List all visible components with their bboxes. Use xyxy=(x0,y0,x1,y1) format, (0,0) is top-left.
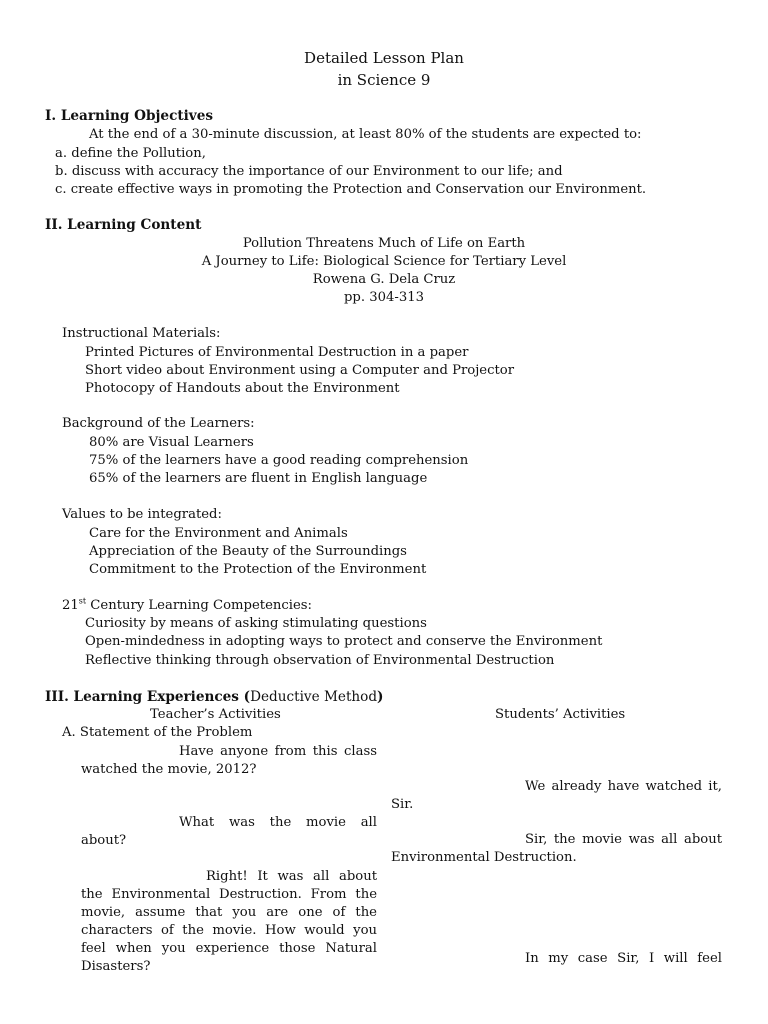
student-activity: In my case Sir, I will feel xyxy=(525,951,722,966)
objectives-heading: I. Learning Objectives xyxy=(45,108,214,124)
materials-label: Instructional Materials: xyxy=(62,326,221,341)
values-item: Commitment to the Protection of the Environment xyxy=(89,562,427,577)
values-item: Appreciation of the Beauty of the Surroundings xyxy=(89,544,407,559)
reference-line: pp. 304-313 xyxy=(343,290,425,305)
background-item: 80% are Visual Learners xyxy=(89,435,254,450)
student-activity: We already have watched it, Sir. xyxy=(391,779,722,813)
document-title: Detailed Lesson Plan xyxy=(304,49,464,67)
competencies-item: Curiosity by means of asking stimulating questions xyxy=(85,616,427,631)
students-activities-header: Students’ Activities xyxy=(495,707,626,722)
experiences-heading: III. Learning Experiences (Deductive Method) xyxy=(45,689,384,705)
values-label: Values to be integrated: xyxy=(62,507,222,522)
competencies-item: Reflective thinking through observation of Environmental Destruction xyxy=(85,653,555,668)
teacher-activity: What was the movie all about? xyxy=(81,815,377,849)
values-item: Care for the Environment and Animals xyxy=(89,526,348,541)
materials-item: Printed Pictures of Environmental Destruction in a paper xyxy=(85,345,469,360)
student-activity: Sir, the movie was all about Environmental Destruction. xyxy=(391,832,722,866)
competencies-label: 21st Century Learning Competencies: xyxy=(62,596,312,613)
objectives-intro: At the end of a 30-minute discussion, at least 80% of the students are expected to: xyxy=(89,127,642,142)
materials-item: Short video about Environment using a Computer and Projector xyxy=(85,363,515,378)
background-item: 65% of the learners are fluent in English language xyxy=(89,471,428,486)
reference-line: Pollution Threatens Much of Life on Earth xyxy=(242,236,526,251)
objective-item: b. discuss with accuracy the importance of our Environment to our life; and xyxy=(55,164,563,179)
objective-item: a. define the Pollution, xyxy=(55,146,206,161)
competencies-item: Open-mindedness in adopting ways to protect and conserve the Environment xyxy=(85,634,603,649)
step-a-label: A. Statement of the Problem xyxy=(62,725,253,740)
materials-item: Photocopy of Handouts about the Environment xyxy=(85,381,400,396)
document-subtitle: in Science 9 xyxy=(337,71,431,89)
teacher-activity: Have anyone from this class watched the movie, 2012? xyxy=(81,744,377,778)
background-label: Background of the Learners: xyxy=(62,416,255,431)
reference-line: Rowena G. Dela Cruz xyxy=(312,272,456,287)
content-heading: II. Learning Content xyxy=(45,217,202,233)
objective-item: c. create effective ways in promoting the Protection and Conservation our Environment. xyxy=(55,182,647,197)
background-item: 75% of the learners have a good reading comprehension xyxy=(89,453,469,468)
teacher-activity: Right! It was all about the Environmental Destruction. From the movie, assume that you are one of the characters of the movie. How would you feel when you experience those Natural Disasters? xyxy=(81,869,377,975)
teacher-activities-header: Teacher’s Activities xyxy=(150,707,281,722)
reference-line: A Journey to Life: Biological Science for Tertiary Level xyxy=(201,254,567,269)
